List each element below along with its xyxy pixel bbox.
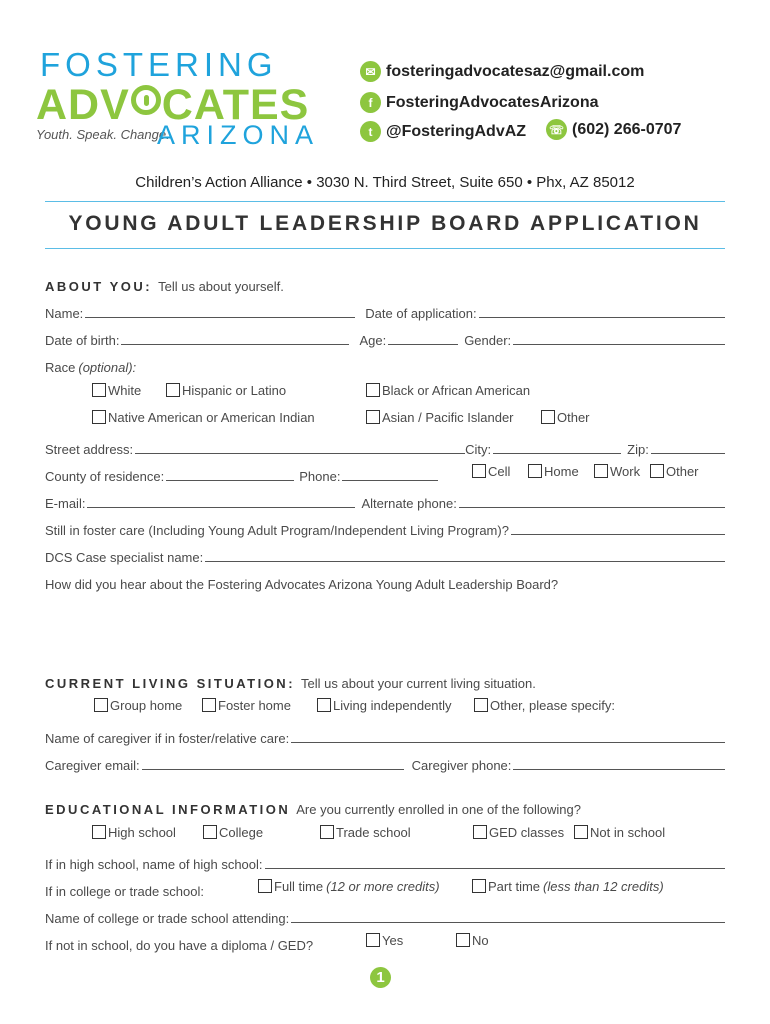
- checkbox[interactable]: [202, 698, 216, 712]
- row-diploma: If not in school, do you have a diploma / GED?: [45, 938, 314, 953]
- logo-tagline: Youth. Speak. Change.: [36, 127, 170, 142]
- street-address-field[interactable]: [135, 452, 465, 454]
- race-white[interactable]: White: [92, 383, 141, 398]
- checkbox[interactable]: [258, 879, 272, 893]
- checkbox[interactable]: [317, 698, 331, 712]
- date-of-birth-field[interactable]: [121, 343, 349, 345]
- edu-ged[interactable]: GED classes: [473, 825, 564, 840]
- row-race: Race (optional):: [45, 360, 137, 375]
- contact-phone: ☏ (602) 266-0707: [546, 119, 681, 140]
- dcs-specialist-field[interactable]: [205, 560, 725, 562]
- living-independently[interactable]: Living independently: [317, 698, 452, 713]
- education-heading: EDUCATIONAL INFORMATION Are you currently enrolled in one of the following?: [45, 802, 581, 817]
- row-foster-care: Still in foster care (Including Young Adult Program/Independent Living Program)?: [45, 518, 725, 538]
- edu-not-in-school[interactable]: Not in school: [574, 825, 665, 840]
- college-name-field[interactable]: [291, 921, 725, 923]
- living-heading: CURRENT LIVING SITUATION: Tell us about your current living situation.: [45, 676, 536, 691]
- caregiver-name-field[interactable]: [291, 741, 725, 743]
- checkbox[interactable]: [92, 410, 106, 424]
- checkbox[interactable]: [166, 383, 180, 397]
- checkbox[interactable]: [92, 383, 106, 397]
- race-hispanic[interactable]: Hispanic or Latino: [166, 383, 286, 398]
- race-asian[interactable]: Asian / Pacific Islander: [366, 410, 514, 425]
- row-college-name: Name of college or trade school attending:: [45, 906, 725, 926]
- row-email: E-mail: Alternate phone:: [45, 491, 725, 511]
- checkbox[interactable]: [650, 464, 664, 478]
- race-black[interactable]: Black or African American: [366, 383, 530, 398]
- checkbox[interactable]: [94, 698, 108, 712]
- city-field[interactable]: [493, 452, 621, 454]
- row-hear-about: How did you hear about the Fostering Advocates Arizona Young Adult Leadership Board?: [45, 577, 559, 592]
- phone-type-work[interactable]: Work: [594, 464, 640, 479]
- name-field[interactable]: [85, 316, 355, 318]
- checkbox[interactable]: [320, 825, 334, 839]
- checkbox[interactable]: [594, 464, 608, 478]
- row-caregiver-contact: Caregiver email: Caregiver phone:: [45, 753, 725, 773]
- phone-type-home[interactable]: Home: [528, 464, 579, 479]
- facebook-icon: f: [360, 92, 381, 113]
- contact-facebook: f FosteringAdvocatesArizona: [360, 92, 598, 113]
- high-school-name-field[interactable]: [265, 867, 725, 869]
- phone-type-other[interactable]: Other: [650, 464, 699, 479]
- contact-email: ✉ fosteringadvocatesaz@gmail.com: [360, 61, 644, 82]
- caregiver-phone-field[interactable]: [513, 768, 725, 770]
- checkbox[interactable]: [92, 825, 106, 839]
- race-native-american[interactable]: Native American or American Indian: [92, 410, 315, 425]
- title-rule-top: [45, 201, 725, 202]
- checkbox[interactable]: [203, 825, 217, 839]
- zip-field[interactable]: [651, 452, 725, 454]
- row-name: Name: Date of application:: [45, 301, 725, 321]
- row-dob: Date of birth: Age: Gender:: [45, 328, 725, 348]
- row-high-school-name: If in high school, name of high school:: [45, 852, 725, 872]
- edu-high-school[interactable]: High school: [92, 825, 176, 840]
- twitter-icon: t: [360, 121, 381, 142]
- checkbox[interactable]: [456, 933, 470, 947]
- checkbox[interactable]: [366, 383, 380, 397]
- phone-type-cell[interactable]: Cell: [472, 464, 510, 479]
- checkbox[interactable]: [472, 464, 486, 478]
- diploma-yes[interactable]: Yes: [366, 933, 403, 948]
- edu-part-time[interactable]: Part time (less than 12 credits): [472, 879, 664, 894]
- race-other[interactable]: Other: [541, 410, 590, 425]
- logo-fostering: FOSTERING: [40, 46, 278, 83]
- gender-field[interactable]: [513, 343, 725, 345]
- phone-field[interactable]: [342, 479, 438, 481]
- email-field[interactable]: [87, 506, 355, 508]
- age-field[interactable]: [388, 343, 458, 345]
- diploma-no[interactable]: No: [456, 933, 489, 948]
- county-field[interactable]: [166, 479, 294, 481]
- row-address: Street address: City: Zip:: [45, 437, 725, 457]
- row-dcs: DCS Case specialist name:: [45, 545, 725, 565]
- edu-college[interactable]: College: [203, 825, 263, 840]
- row-county: County of residence: Phone:: [45, 464, 725, 484]
- checkbox[interactable]: [366, 933, 380, 947]
- foster-care-field[interactable]: [511, 533, 725, 535]
- row-college-status: If in college or trade school:: [45, 884, 204, 899]
- living-other[interactable]: Other, please specify:: [474, 698, 615, 713]
- edu-full-time[interactable]: Full time (12 or more credits): [258, 879, 440, 894]
- alternate-phone-field[interactable]: [459, 506, 725, 508]
- logo-arizona: ARIZONA: [157, 120, 320, 150]
- checkbox[interactable]: [472, 879, 486, 893]
- checkbox[interactable]: [528, 464, 542, 478]
- row-caregiver-name: Name of caregiver if in foster/relative care:: [45, 726, 725, 746]
- microphone-icon: [131, 85, 161, 115]
- caregiver-email-field[interactable]: [142, 768, 404, 770]
- living-foster-home[interactable]: Foster home: [202, 698, 291, 713]
- checkbox[interactable]: [366, 410, 380, 424]
- title-rule-bottom: [45, 248, 725, 249]
- page-title: YOUNG ADULT LEADERSHIP BOARD APPLICATION: [68, 212, 702, 235]
- checkbox[interactable]: [541, 410, 555, 424]
- checkbox[interactable]: [474, 698, 488, 712]
- living-group-home[interactable]: Group home: [94, 698, 182, 713]
- logo-advocates-b: CATES: [161, 81, 310, 129]
- checkbox[interactable]: [574, 825, 588, 839]
- edu-trade-school[interactable]: Trade school: [320, 825, 411, 840]
- page-number: 1: [370, 967, 391, 988]
- contact-twitter: t @FosteringAdvAZ: [360, 121, 526, 142]
- about-heading: ABOUT YOU: Tell us about yourself.: [45, 279, 284, 294]
- phone-icon: ☏: [546, 119, 567, 140]
- address: Children’s Action Alliance • 3030 N. Third Street, Suite 650 • Phx, AZ 85012: [135, 174, 635, 191]
- checkbox[interactable]: [473, 825, 487, 839]
- logo-advocates-a: ADV: [36, 81, 130, 129]
- envelope-icon: ✉: [360, 61, 381, 82]
- date-of-application-field[interactable]: [479, 316, 725, 318]
